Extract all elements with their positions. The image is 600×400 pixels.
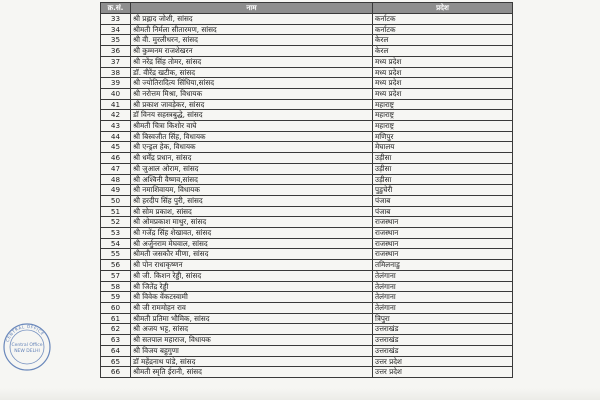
name-cell: श्री अजय भट्ट, सांसद [131,324,373,335]
name-cell: श्री धर्मेंद्र प्रधान, सांसद [131,153,373,164]
name-cell: श्री विजय बहुगुणा [131,345,373,356]
state-cell: मध्य प्रदेश [373,78,513,89]
name-cell: श्रीमती स्मृति ईरानी, सांसद [131,367,373,378]
table-row [101,313,513,324]
serial-cell: 44 [101,131,131,142]
name-cell: श्री बिस्वजीत सिंह, विधायक [131,131,373,142]
table-row [101,24,513,35]
table-row [101,249,513,260]
name-cell: श्री अश्विनी वैष्णव,सांसद [131,174,373,185]
name-cell: श्री नमाशिवायम, विधायक [131,185,373,196]
table-row [101,78,513,89]
state-cell: उत्तराखंड [373,324,513,335]
serial-cell: 37 [101,56,131,67]
name-cell: श्रीमती चित्रा किशोर वाघे [131,121,373,132]
name-cell: श्रीमती प्रतिमा भौमिक, सांसद [131,313,373,324]
name-cell: श्रीमती जसकौर मीणा, सांसद [131,249,373,260]
state-cell: महाराष्ट्र [373,121,513,132]
serial-cell: 35 [101,35,131,46]
state-cell: कर्नाटक [373,14,513,25]
name-cell: श्री विवेक वेंकटस्वामी [131,292,373,303]
table-row [101,142,513,153]
table-row [101,324,513,335]
header-name: नाम [131,3,373,14]
svg-text:NEW DELHI: NEW DELHI [14,349,40,354]
name-cell: श्री एन्ड्रल हेक, विधायक [131,142,373,153]
state-cell: महाराष्ट्र [373,110,513,121]
state-cell: उत्तर प्रदेश [373,356,513,367]
serial-cell: 48 [101,174,131,185]
name-cell: श्री नरेंद्र सिंह तोमर, सांसद [131,56,373,67]
name-cell: श्री सतपाल महाराज, विधायक [131,335,373,346]
name-cell: श्री ओमप्रकाश माथुर, सांसद [131,217,373,228]
table-row [101,270,513,281]
name-cell: श्री कुम्मनम राजशेखरन [131,46,373,57]
state-cell: तेलंगाना [373,270,513,281]
serial-cell: 56 [101,260,131,271]
state-cell: त्रिपुरा [373,313,513,324]
state-cell: मणिपुर [373,131,513,142]
state-cell: महाराष्ट्र [373,99,513,110]
name-cell: डॉ. वीरेंद्र खटीक, सांसद [131,67,373,78]
name-cell: श्री अर्जुनराम मेघवाल, सांसद [131,238,373,249]
name-cell: श्री नरोत्तम मिश्रा, विधायक [131,88,373,99]
name-cell: श्री सोम प्रकाश, सांसद [131,206,373,217]
table-row [101,345,513,356]
table-row [101,110,513,121]
state-cell: तेलंगाना [373,292,513,303]
name-cell: श्री जुआल ओराम, सांसद [131,163,373,174]
state-cell: उड़ीसा [373,163,513,174]
office-seal-stamp [2,322,52,372]
table-row [101,153,513,164]
state-cell: तेलंगाना [373,302,513,313]
table-row [101,56,513,67]
serial-cell: 36 [101,46,131,57]
table-row [101,131,513,142]
state-cell: उड़ीसा [373,153,513,164]
serial-cell: 55 [101,249,131,260]
table-row [101,195,513,206]
serial-cell: 47 [101,163,131,174]
state-cell: केरल [373,46,513,57]
svg-text:CENTRAL OFFICE: CENTRAL OFFICE [4,323,46,343]
svg-text:Central Office: Central Office [11,343,43,348]
serial-cell: 61 [101,313,131,324]
serial-cell: 43 [101,121,131,132]
serial-cell: 52 [101,217,131,228]
name-cell: श्री जितेंद्र रेड्डी [131,281,373,292]
table-row [101,281,513,292]
table-row [101,217,513,228]
header-serial: क्र.सं. [101,3,131,14]
serial-cell: 34 [101,24,131,35]
header-state: प्रदेश [373,3,513,14]
serial-cell: 62 [101,324,131,335]
name-cell: श्री जी. किशन रेड्डी, सांसद [131,270,373,281]
table-row [101,163,513,174]
name-cell: श्री गजेंद्र सिंह शेखावत, सांसद [131,228,373,239]
table-row [101,206,513,217]
state-cell: राजस्थान [373,249,513,260]
name-cell: श्री वी. मुरलीधरन, सांसद [131,35,373,46]
name-cell: डॉ महेंद्रनाथ पांडे, सांसद [131,356,373,367]
state-cell: उत्तराखंड [373,335,513,346]
serial-cell: 59 [101,292,131,303]
name-cell: श्रीमती निर्मला सीतारमण, सांसद [131,24,373,35]
table-row [101,99,513,110]
serial-cell: 57 [101,270,131,281]
state-cell: मेघालय [373,142,513,153]
table-row [101,367,513,378]
name-cell: श्री हरदीप सिंह पुरी, सांसद [131,195,373,206]
name-cell: श्री पोन राधाकृष्णन [131,260,373,271]
name-cell: श्री प्रकाश जावड़ेकर, सांसद [131,99,373,110]
serial-cell: 45 [101,142,131,153]
state-cell: मध्य प्रदेश [373,67,513,78]
serial-cell: 64 [101,345,131,356]
table-row [101,46,513,57]
serial-cell: 33 [101,14,131,25]
table-row [101,35,513,46]
serial-cell: 63 [101,335,131,346]
serial-cell: 39 [101,78,131,89]
state-cell: मध्य प्रदेश [373,88,513,99]
member-list-table [100,2,513,378]
state-cell: पंजाब [373,206,513,217]
serial-cell: 66 [101,367,131,378]
table-row [101,121,513,132]
name-cell: श्री जी राममोहन राव [131,302,373,313]
table-row [101,302,513,313]
table-row [101,88,513,99]
state-cell: उत्तर प्रदेश [373,367,513,378]
state-cell: उत्तराखंड [373,345,513,356]
name-cell: डॉ विनय सहस्त्रबुद्धे, सांसद [131,110,373,121]
table-row [101,260,513,271]
state-cell: राजस्थान [373,217,513,228]
state-cell: पुडुचेरी [373,185,513,196]
name-cell: श्री प्रह्लाद जोशी, सांसद [131,14,373,25]
table-row [101,356,513,367]
serial-cell: 65 [101,356,131,367]
table-row [101,292,513,303]
serial-cell: 60 [101,302,131,313]
serial-cell: 50 [101,195,131,206]
name-cell: श्री ज्योतिरादित्य सिंधिया,सांसद [131,78,373,89]
table-row [101,174,513,185]
state-cell: पंजाब [373,195,513,206]
serial-cell: 53 [101,228,131,239]
serial-cell: 51 [101,206,131,217]
table-row [101,228,513,239]
state-cell: कर्नाटक [373,24,513,35]
state-cell: तमिलनाडु [373,260,513,271]
serial-cell: 40 [101,88,131,99]
table-row [101,67,513,78]
table-row [101,14,513,25]
serial-cell: 58 [101,281,131,292]
table-row [101,238,513,249]
serial-cell: 41 [101,99,131,110]
state-cell: राजस्थान [373,228,513,239]
serial-cell: 42 [101,110,131,121]
serial-cell: 46 [101,153,131,164]
table-header-row [101,3,513,14]
serial-cell: 38 [101,67,131,78]
state-cell: मध्य प्रदेश [373,56,513,67]
state-cell: राजस्थान [373,238,513,249]
state-cell: तेलंगाना [373,281,513,292]
serial-cell: 54 [101,238,131,249]
state-cell: उड़ीसा [373,174,513,185]
page-bottom-edge [0,388,600,400]
state-cell: केरल [373,35,513,46]
table-row [101,185,513,196]
serial-cell: 49 [101,185,131,196]
table-row [101,335,513,346]
